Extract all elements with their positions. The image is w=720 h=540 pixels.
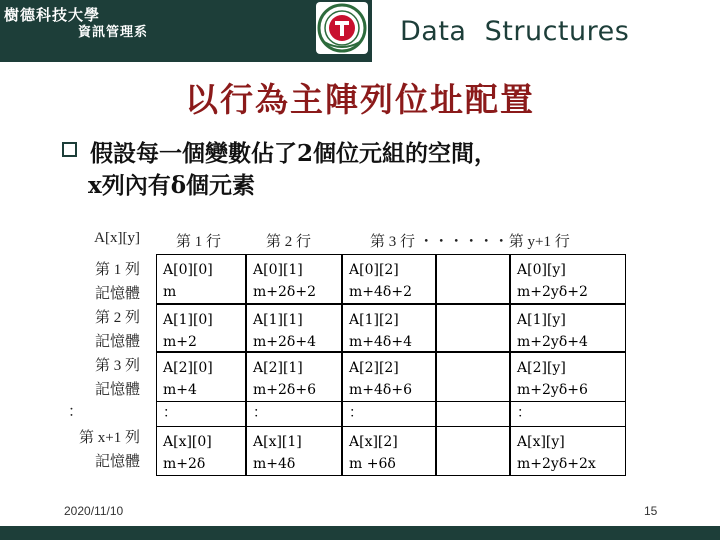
row-header: 記憶體 — [94, 454, 140, 470]
table-ellipsis-cell — [342, 402, 436, 426]
row-header: 第 2 列 — [94, 310, 140, 326]
table-cell — [510, 352, 626, 402]
cell-element-name: A[2][2] — [349, 360, 399, 376]
cell-element-name: A[x][y] — [517, 434, 565, 450]
cell-address: m+4δ+6 — [349, 382, 412, 398]
cell-element-name: A[1][2] — [349, 312, 399, 328]
table-ellipsis-cell — [246, 402, 342, 426]
table-blank-cell — [436, 402, 510, 426]
cell-element-name: A[0][2] — [349, 262, 399, 278]
cell-address: m+4δ+4 — [349, 334, 412, 350]
cell-address: m+2 — [163, 334, 197, 350]
cell-address: m+2δ+6 — [253, 382, 316, 398]
table-blank-cell — [436, 254, 510, 304]
cell-address: m+2δ+2 — [253, 284, 316, 300]
cell-address: m+2δ+4 — [253, 334, 316, 350]
cell-address: m+2yδ+6 — [517, 382, 588, 398]
column-header-1: 第 1 行 — [176, 234, 222, 250]
table-cell — [510, 304, 626, 352]
table-cell — [342, 304, 436, 352]
table-ellipsis-cell — [156, 402, 246, 426]
cell-address: m+2yδ+4 — [517, 334, 588, 350]
course-title: Data Structures — [400, 16, 630, 47]
cell-element-name: A[1][0] — [163, 312, 213, 328]
bullet-text — [90, 138, 702, 202]
table-cell — [342, 426, 436, 476]
row-header: 第 3 列 — [94, 358, 140, 374]
row-header: 第 1 列 — [94, 262, 140, 278]
array-memory-table: A[x][y] 第 1 行 第 2 行 第 3 行 ・・・・・・第 y+1 行 第 1 列 記憶體 第 2 列 記憶體 第 3 列 記憶體 ： 第 x+1 列 記憶體 — [68, 230, 570, 470]
cell-element-name: A[1][y] — [517, 312, 566, 328]
bullet-point — [62, 138, 702, 202]
school-name — [4, 6, 148, 42]
row-header: 記憶體 — [94, 334, 140, 350]
cell-element-name: A[0][y] — [517, 262, 566, 278]
table-cell — [246, 352, 342, 402]
row-header: 第 x+1 列 — [79, 430, 140, 446]
cell-element-name: ： — [349, 405, 363, 421]
table-ellipsis-cell — [510, 402, 626, 426]
table-cell — [156, 304, 246, 352]
table-grid — [156, 254, 626, 476]
school-name-line1: 樹德科技大學 — [4, 6, 101, 24]
cell-element-name: A[x][0] — [163, 434, 212, 450]
bullet-line-2: x列內有δ個元素 — [88, 172, 256, 199]
table-blank-cell — [436, 426, 510, 476]
cell-address: m+2yδ+2 — [517, 284, 588, 300]
cell-element-name: A[1][1] — [253, 312, 303, 328]
cell-element-name: A[0][1] — [253, 262, 303, 278]
cell-element-name: A[2][1] — [253, 360, 303, 376]
university-seal-icon — [316, 2, 368, 54]
cell-element-name: A[x][1] — [253, 434, 302, 450]
table-cell — [510, 254, 626, 304]
cell-element-name: A[x][2] — [349, 434, 398, 450]
table-cell — [246, 254, 342, 304]
cell-address: m+4 — [163, 382, 197, 398]
column-header-3: 第 3 行 ・・・・・・第 y+1 行 — [370, 234, 570, 250]
table-cell — [510, 426, 626, 476]
bullet-line-1: 假設每一個變數佔了2個位元組的空間， — [90, 140, 498, 167]
table-blank-cell — [436, 304, 510, 352]
square-bullet-icon — [62, 142, 77, 157]
cell-address: m+2δ — [163, 456, 206, 472]
table-corner-label: A[x][y] — [94, 230, 140, 246]
row-header: 記憶體 — [94, 286, 140, 302]
table-cell — [156, 352, 246, 402]
cell-element-name: A[2][y] — [517, 360, 566, 376]
cell-element-name: ： — [517, 405, 531, 421]
table-cell — [156, 426, 246, 476]
cell-address: m+4δ+2 — [349, 284, 412, 300]
cell-element-name: A[0][0] — [163, 262, 213, 278]
table-cell — [246, 426, 342, 476]
table-cell — [156, 254, 246, 304]
table-blank-cell — [436, 352, 510, 402]
cell-address: m+2yδ+2x — [517, 456, 596, 472]
table-cell — [342, 254, 436, 304]
cell-element-name: ： — [163, 405, 177, 421]
table-cell — [342, 352, 436, 402]
table-cell — [246, 304, 342, 352]
school-name-line2: 資訊管理系 — [78, 25, 149, 40]
page-number: 15 — [644, 504, 658, 518]
column-header-2: 第 2 行 — [266, 234, 312, 250]
cell-address: m +6δ — [349, 456, 396, 472]
cell-element-name: ： — [253, 405, 267, 421]
cell-element-name: A[2][0] — [163, 360, 213, 376]
cell-address: m — [163, 284, 177, 300]
row-header: 記憶體 — [94, 382, 140, 398]
slide-date: 2020/11/10 — [64, 504, 124, 518]
cell-address: m+4δ — [253, 456, 296, 472]
footer-bar — [0, 526, 720, 540]
slide-title: 以行為主陣列位址配置 — [185, 80, 535, 119]
